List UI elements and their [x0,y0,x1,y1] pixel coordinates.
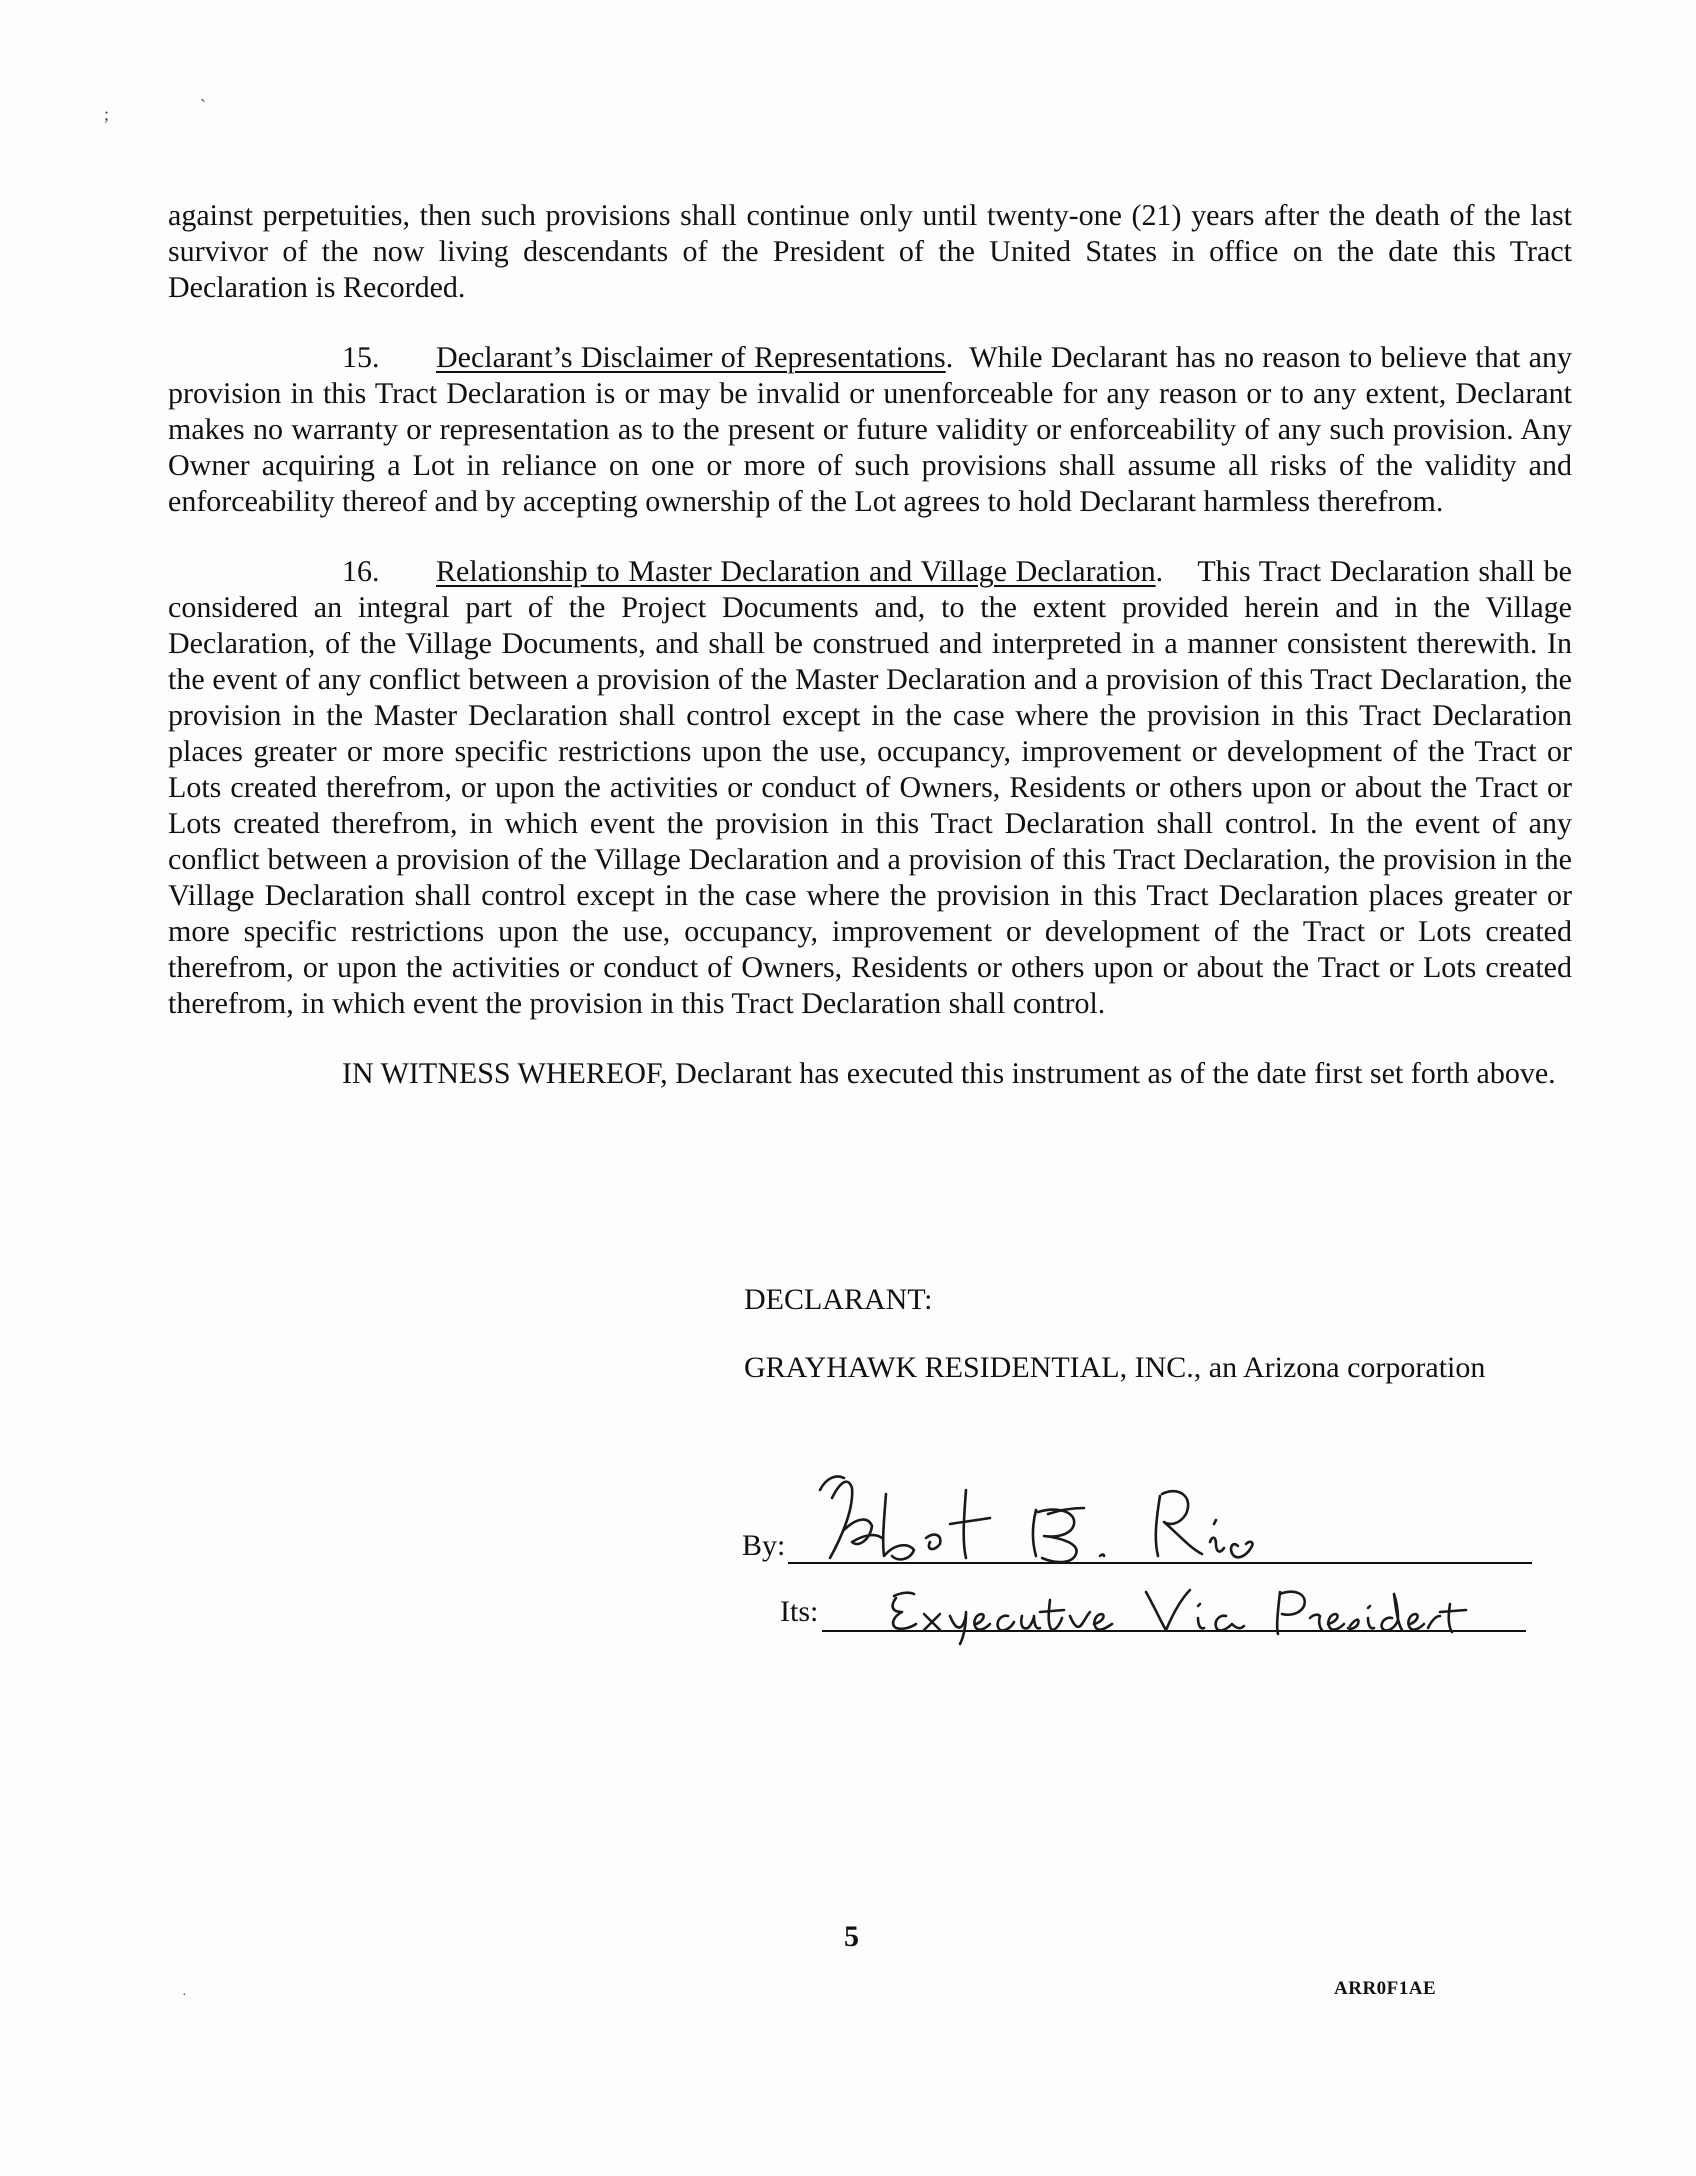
handwritten-title-graphic [880,1570,1440,1646]
section-16-heading: Relationship to Master Declaration and Village Declaration [436,555,1156,588]
section-15-paragraph: 15. Declarant’s Disclaimer of Representations. While Declarant has no reason to believe that any provision in this Tract Declaration is or may be invalid or unenforceable for any reason or to any extent, Declarant makes no warranty or representation as to the present or future validity or enforceability of any such provision. Any Owner acquiring a Lot in reliance on one or more of such provisions shall assume all risks of the validity and enforceability thereof and by accepting ownership of the Lot agrees to hold Declarant harmless therefrom. [168,341,1572,518]
section-15-heading: Declarant’s Disclaimer of Representations [436,341,946,374]
by-label: By: [742,1529,786,1562]
witness-paragraph [168,1056,1572,1092]
opening-text: against perpetuities, then such provisions shall continue only until twenty-one (21) years after the death of the last survivor of the now living descendants of the President of the United States in office on the date this Tract Declaration is Recorded. [168,199,1572,304]
witness-text: IN WITNESS WHEREOF, Declarant has executed this instrument as of the date first set forth above. [342,1057,1556,1090]
declarant-entity: GRAYHAWK RESIDENTIAL, INC., an Arizona corporation [744,1351,1486,1384]
opening-paragraph [168,198,1572,306]
document-code: ARR0F1AE [1334,1978,1437,1999]
signature-graphic [810,1460,1290,1570]
section-16-number: 16. [342,555,380,588]
section-16-body: This Tract Declaration shall be considered an integral part of the Project Documents and, to the extent provided herein and in the Village Declaration, of the Village Documents, and shall be construed and interpreted in a manner consistent therewith. In the event of any conflict between a provision of the Master Declaration and a provision of this Tract Declaration, the provision in the Master Declaration shall control except in the case where the provision in this Tract Declaration places greater or more specific restrictions upon the use, occupancy, improvement or development of the Tract or Lots created therefrom, or upon the activities or conduct of Owners, Residents or others upon or about the Tract or Lots created therefrom, in which event the provision in this Tract Declaration shall control. In the event of any conflict between a provision of the Village Declaration and a provision of this Tract Declaration, the provision in the Village Declaration shall control except in the case where the provision in this Tract Declaration places greater or more specific restrictions upon the use, occupancy, improvement or development of the Tract or Lots created therefrom, or upon the activities or conduct of Owners, Residents or others upon or about the Tract or Lots created therefrom, in which event the provision in this Tract Declaration shall control. [168,555,1572,1020]
page-number: 5 [844,1920,859,1953]
scan-speck: · [182,1988,187,2003]
its-label: Its: [780,1595,819,1628]
document-body [168,198,1572,1092]
declarant-label: DECLARANT: [744,1283,933,1316]
section-15-body: While Declarant has no reason to believe that any provision in this Tract Declaration is or may be invalid or unenforceable for any reason or to any extent, Declarant makes no warranty or representation as to the present or future validity or enforceability of any such provision. Any Owner acquiring a Lot in reliance on one or more of such provisions shall assume all risks of the validity and enforceability thereof and by accepting ownership of the Lot agrees to hold Declarant harmless therefrom. [168,341,1572,518]
scan-speck: ` [200,96,206,116]
section-15-number: 15. [342,341,380,374]
section-16-paragraph: 16. Relationship to Master Declaration and Village Declaration. This Tract Declaration shall be considered an integral part of the Project Documents and, to the extent provided herein and in the Village Declaration, of the Village Documents, and shall be construed and interpreted in a manner consistent therewith. In the event of any conflict between a provision of the Master Declaration and a provision of this Tract Declaration, the provision in the Master Declaration shall control except in the case where the provision in this Tract Declaration places greater or more specific restrictions upon the use, occupancy, improvement or development of the Tract or Lots created therefrom, or upon the activities or conduct of Owners, Residents or others upon or about the Tract or Lots created therefrom, in which event the provision in this Tract Declaration shall control. In the event of any conflict between a provision of the Village Declaration and a provision of this Tract Declaration, the provision in the Village Declaration shall control except in the case where the provision in this Tract Declaration places greater or more specific restrictions upon the use, occupancy, improvement or development of the Tract or Lots created therefrom, or upon the activities or conduct of Owners, Residents or others upon or about the Tract or Lots created therefrom, in which event the provision in this Tract Declaration shall control. [168,555,1572,1020]
scan-speck: ; [104,104,110,124]
